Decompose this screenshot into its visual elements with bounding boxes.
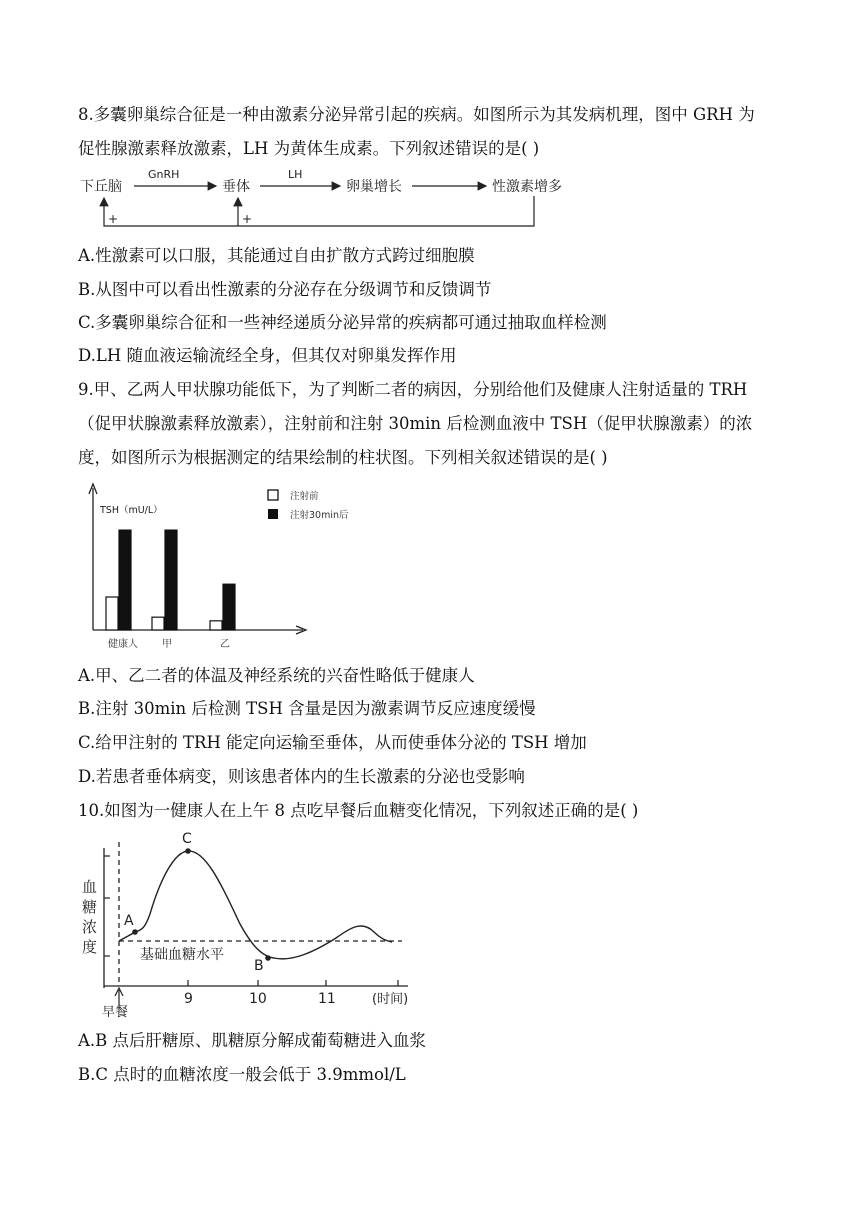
x-unit-label: (时间) [372, 992, 409, 1007]
bar-after-0 [119, 530, 131, 630]
legend-label-after: 注射30min后 [290, 510, 349, 521]
bar-after-1 [165, 530, 177, 630]
point-b-label: B [254, 958, 264, 974]
q9-option-c: C.给甲注射的 TRH 能定向运输至垂体，从而使垂体分泌的 TSH 增加 [78, 733, 587, 752]
bar-before-0 [106, 597, 118, 630]
node-pituitary: 垂体 [222, 179, 250, 195]
q9-stem-line2: （促甲状腺激素释放激素），注射前和注射 30min 后检测血液中 TSH（促甲状腺激素）的浓 [78, 414, 753, 433]
node-hypothalamus: 下丘脑 [80, 179, 122, 195]
point-c-label: C [182, 831, 192, 847]
x-tick-11: 11 [318, 991, 336, 1007]
q8-flow-diagram [78, 168, 578, 232]
q9-option-d: D.若患者垂体病变，则该患者体内的生长激素的分泌也受影响 [78, 767, 525, 786]
tsh-bar-chart [78, 480, 378, 656]
point-c-dot [185, 848, 191, 854]
q8-stem-line1: 8.多囊卵巢综合征是一种由激素分泌异常引起的疾病。如图所示为其发病机理，图中 GRH 为 [78, 105, 755, 124]
bar-before-1 [152, 617, 164, 630]
x-tick-label-0: 健康人 [108, 639, 138, 650]
y-axis-label: TSH（mU/L） [100, 505, 163, 516]
x-tick-label-2: 乙 [220, 639, 230, 650]
point-a-dot [132, 929, 138, 935]
q8-option-b: B.从图中可以看出性激素的分泌存在分级调节和反馈调节 [78, 280, 492, 299]
q9-stem-line1: 9.甲、乙两人甲状腺功能低下，为了判断二者的病因，分别给他们及健康人注射适量的 TRH [78, 380, 748, 399]
q8-option-a: A.性激素可以口服，其能通过自由扩散方式跨过细胞膜 [78, 246, 475, 265]
ylabel-char-4: 度 [82, 938, 98, 956]
x-tick-10: 10 [249, 991, 267, 1007]
q8-stem-line2: 促性腺激素释放激素，LH 为黄体生成素。下列叙述错误的是( ) [78, 139, 540, 158]
baseline-label: 基础血糖水平 [140, 947, 224, 963]
point-b-dot [265, 955, 271, 961]
blood-glucose-curve [78, 828, 428, 1018]
q8-option-c: C.多囊卵巢综合征和一些神经递质分泌异常的疾病都可通过抽取血样检测 [78, 313, 607, 332]
q10-stem: 10.如图为一健康人在上午 8 点吃早餐后血糖变化情况，下列叙述正确的是( ) [78, 801, 639, 820]
plus-sign-1: + [108, 212, 119, 226]
q9-option-a: A.甲、乙二者的体温及神经系统的兴奋性略低于健康人 [78, 666, 475, 685]
bar-after-2 [223, 584, 235, 630]
node-sex-hormone-increase: 性激素增多 [492, 179, 562, 195]
legend-label-before: 注射前 [290, 491, 319, 502]
x-tick-9: 9 [184, 991, 193, 1007]
q8-option-d: D.LH 随血液运输流经全身，但其仅对卵巢发挥作用 [78, 346, 457, 365]
legend-swatch-after [268, 509, 278, 519]
ylabel-char-2: 糖 [82, 898, 98, 916]
label-gnrh: GnRH [148, 168, 180, 181]
legend-swatch-before [268, 490, 278, 500]
q10-option-b: B.C 点时的血糖浓度一般会低于 3.9mmol/L [78, 1065, 406, 1084]
breakfast-label: 早餐 [102, 1005, 129, 1018]
q10-option-a: A.B 点后肝糖原、肌糖原分解成葡萄糖进入血浆 [78, 1031, 427, 1050]
x-tick-label-1: 甲 [162, 639, 172, 650]
bar-before-2 [210, 621, 222, 630]
label-lh: LH [288, 168, 303, 181]
ylabel-char-3: 浓 [82, 918, 98, 936]
node-ovary-growth: 卵巢增长 [346, 179, 402, 195]
q9-option-b: B.注射 30min 后检测 TSH 含量是因为激素调节反应速度缓慢 [78, 699, 536, 718]
ylabel-char-1: 血 [82, 878, 98, 896]
glucose-curve [119, 851, 392, 959]
plus-sign-2: + [242, 212, 253, 226]
q9-stem-line3: 度，如图所示为根据测定的结果绘制的柱状图。下列相关叙述错误的是( ) [78, 448, 608, 467]
point-a-label: A [124, 913, 134, 929]
